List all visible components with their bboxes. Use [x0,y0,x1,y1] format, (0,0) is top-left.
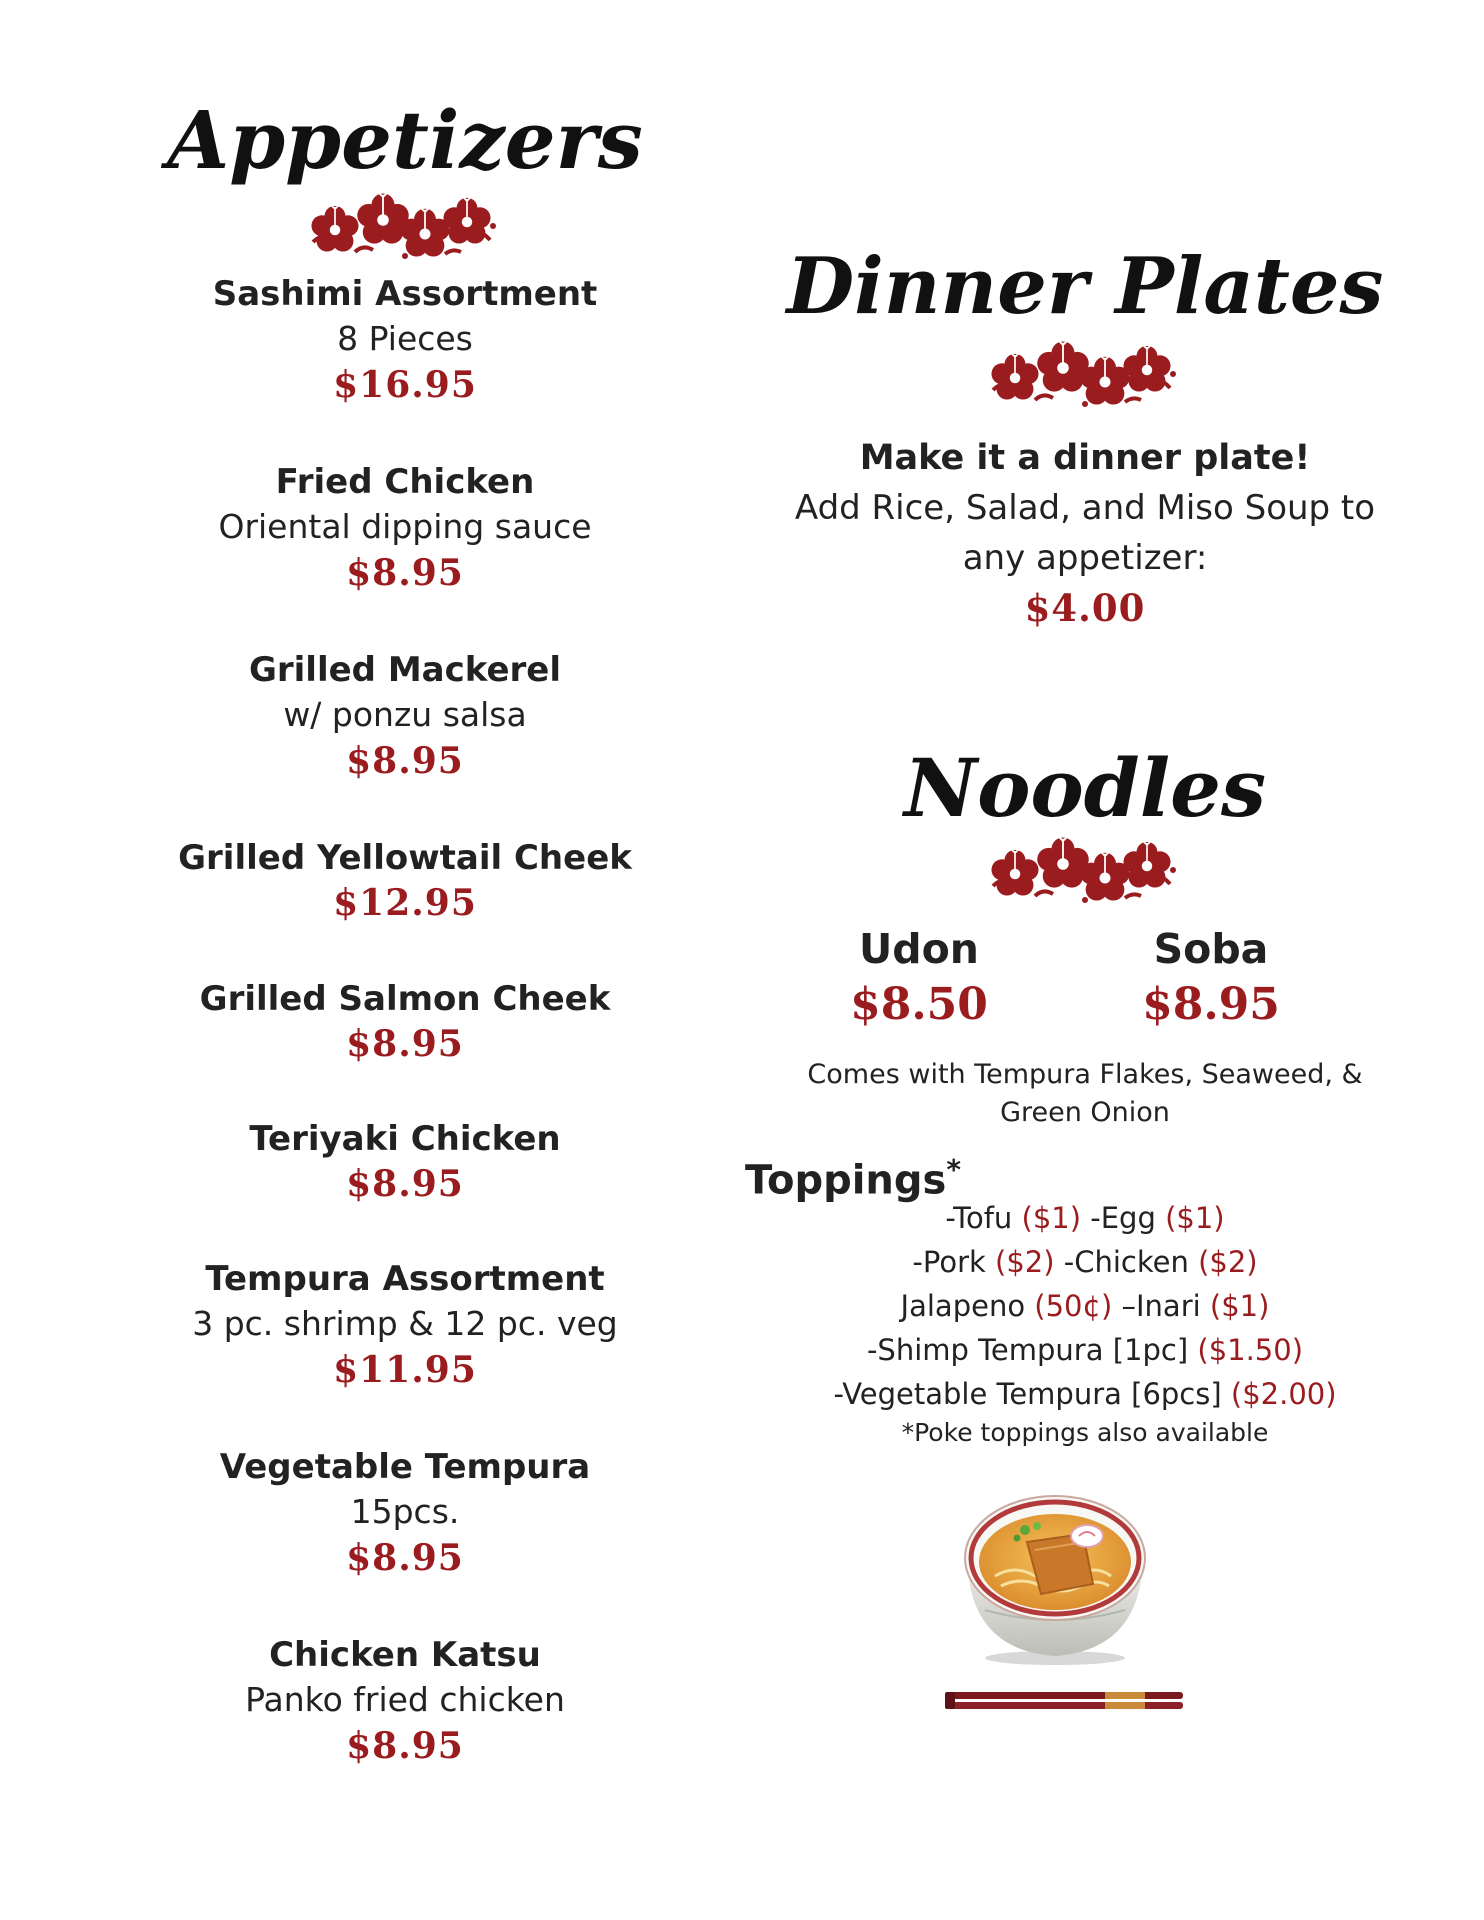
topping-veg-price: ($2.00) [1230,1377,1337,1411]
topping-egg: -Egg [1090,1201,1156,1235]
item-desc: Panko fried chicken [245,1680,565,1719]
topping-veg: -Vegetable Tempura [6pcs] [833,1377,1222,1411]
topping-jalapeno: Jalapeno [900,1289,1026,1323]
soba-price: $8.95 [1142,979,1280,1030]
toppings-star: * [946,1153,962,1186]
item-price: $16.95 [333,364,477,406]
menu-item-fried-chicken [120,460,690,596]
menu-item-chicken-katsu [120,1633,690,1769]
topping-shrimp-price: ($1.50) [1197,1333,1304,1367]
noodles-title: Noodles [903,741,1267,835]
menu-item-vegetable-tempura [120,1445,690,1581]
menu-item-salmon-cheek [120,977,690,1067]
item-price: $11.95 [333,1349,477,1391]
item-name: Vegetable Tempura [219,1447,591,1487]
menu-item-tempura-assortment [120,1257,690,1393]
topping-chicken-price: ($2) [1198,1245,1258,1279]
udon-block [829,922,1009,1034]
item-name: Fried Chicken [275,462,535,502]
toppings-title: Toppings [745,1157,947,1204]
topping-inari: –Inari [1121,1289,1201,1323]
item-desc: 3 pc. shrimp & 12 pc. veg [192,1304,618,1343]
hibiscus-flowers-icon [985,338,1185,418]
soba-name: Soba [1153,925,1269,973]
topping-tofu: -Tofu [945,1201,1013,1235]
hibiscus-flowers-icon [985,834,1185,914]
topping-jalapeno-price: (50¢) [1034,1289,1113,1323]
menu-item-teriyaki-chicken [120,1117,690,1207]
toppings-line-4 [745,1328,1425,1372]
poke-note: *Poke toppings also available [901,1418,1269,1447]
hibiscus-flowers-icon [305,190,505,270]
dinner-line-1: Add Rice, Salad, and Miso Soup to [794,488,1376,528]
appetizers-title: Appetizers [167,93,643,187]
item-name: Grilled Salmon Cheek [199,979,611,1019]
toppings-line-1 [745,1196,1425,1240]
udon-price: $8.50 [850,979,988,1030]
soba-block [1121,922,1301,1034]
item-price: $8.95 [346,1163,464,1205]
menu-item-sashimi [120,272,690,408]
toppings-line-2 [745,1240,1425,1284]
dinner-line-2: any appetizer: [962,538,1208,578]
item-name: Grilled Yellowtail Cheek [178,838,632,878]
chopsticks-icon [945,1686,1185,1716]
item-price: $8.95 [346,740,464,782]
item-name: Sashimi Assortment [212,274,598,314]
item-desc: 15pcs. [350,1492,460,1531]
toppings-line-5 [745,1372,1425,1416]
comes-with-line-1: Comes with Tempura Flakes, Seaweed, & [807,1059,1363,1090]
udon-bowl-icon [955,1480,1155,1670]
item-desc: w/ ponzu salsa [283,695,527,734]
item-name: Chicken Katsu [269,1635,541,1675]
udon-name: Udon [859,925,979,973]
topping-shrimp: -Shimp Tempura [1pc] [866,1333,1189,1367]
item-name: Teriyaki Chicken [249,1119,561,1159]
item-desc: Oriental dipping sauce [218,507,592,546]
topping-tofu-price: ($1) [1021,1201,1082,1235]
item-name: Tempura Assortment [205,1259,605,1299]
dinner-price: $4.00 [1024,586,1146,630]
item-name: Grilled Mackerel [248,650,562,690]
item-price: $8.95 [346,1725,464,1767]
topping-chicken: -Chicken [1063,1245,1189,1279]
item-desc: 8 Pieces [337,319,473,358]
topping-inari-price: ($1) [1209,1289,1270,1323]
dinner-plates-title: Dinner Plates [786,241,1384,332]
menu-item-yellowtail-cheek [120,836,690,926]
comes-with-line-2: Green Onion [1000,1097,1170,1128]
item-price: $8.95 [346,552,464,594]
topping-pork-price: ($2) [995,1245,1055,1279]
item-price: $8.95 [346,1537,464,1579]
topping-egg-price: ($1) [1165,1201,1225,1235]
item-price: $8.95 [346,1023,464,1065]
dinner-headline: Make it a dinner plate! [859,438,1311,478]
menu-item-grilled-mackerel [120,648,690,784]
item-price: $12.95 [333,882,477,924]
toppings-line-3 [745,1284,1425,1328]
topping-pork: -Pork [912,1245,986,1279]
